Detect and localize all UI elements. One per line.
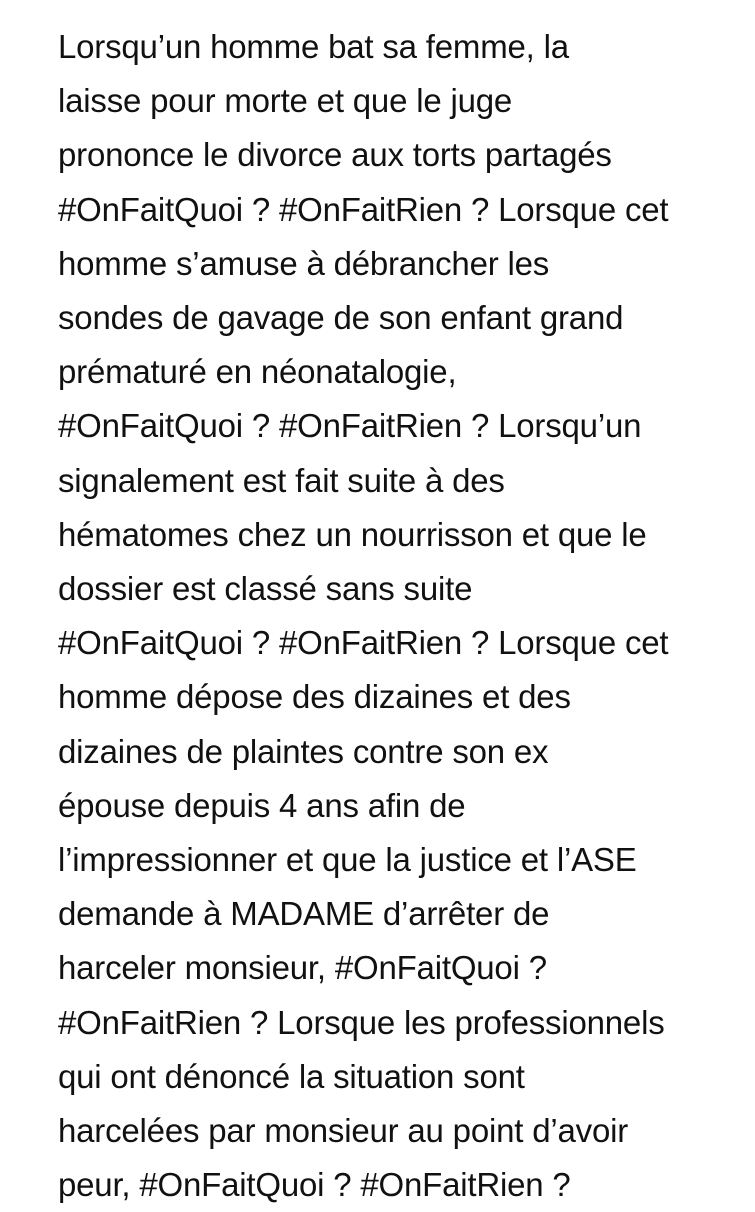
text-line: #OnFaitQuoi ? #OnFaitRien ? Lorsqu’un [58,407,642,445]
text-line: harcelées par monsieur au point d’avoir [58,1112,629,1150]
text-line: demande à MADAME d’arrêter de [58,895,550,933]
text-line: Lorsqu’un homme bat sa femme, la [58,28,569,65]
document-text [58,20,748,1212]
text-line: #OnFaitQuoi ? #OnFaitRien ? Lorsque cet [58,624,669,662]
text-line: prononce le divorce aux torts partagés [58,136,612,174]
text-line: peur, #OnFaitQuoi ? #OnFaitRien ? [58,1166,571,1204]
text-line: sondes de gavage de son enfant grand [58,299,624,337]
text-line: #OnFaitRien ? Lorsque les professionnels [58,1003,665,1041]
text-line: prématuré en néonatalogie, [58,353,457,391]
text-line: homme dépose des dizaines et des [58,678,571,716]
text-line: laisse pour morte et que le juge [58,82,513,120]
text-line: qui ont dénoncé la situation sont [58,1057,525,1095]
text-line: homme s’amuse à débrancher les [58,244,550,282]
text-line: hématomes chez un nourrisson et que le [58,515,647,553]
text-line: #OnFaitQuoi ? #OnFaitRien ? Lorsque cet [58,190,669,228]
text-line: dossier est classé sans suite [58,570,473,608]
text-line: harceler monsieur, #OnFaitQuoi ? [58,949,547,987]
text-line: épouse depuis 4 ans afin de [58,786,466,824]
text-line: signalement est fait suite à des [58,461,505,499]
text-line: l’impressionner et que la justice et l’ASE [58,841,637,879]
text-line: dizaines de plaintes contre son ex [58,732,549,770]
